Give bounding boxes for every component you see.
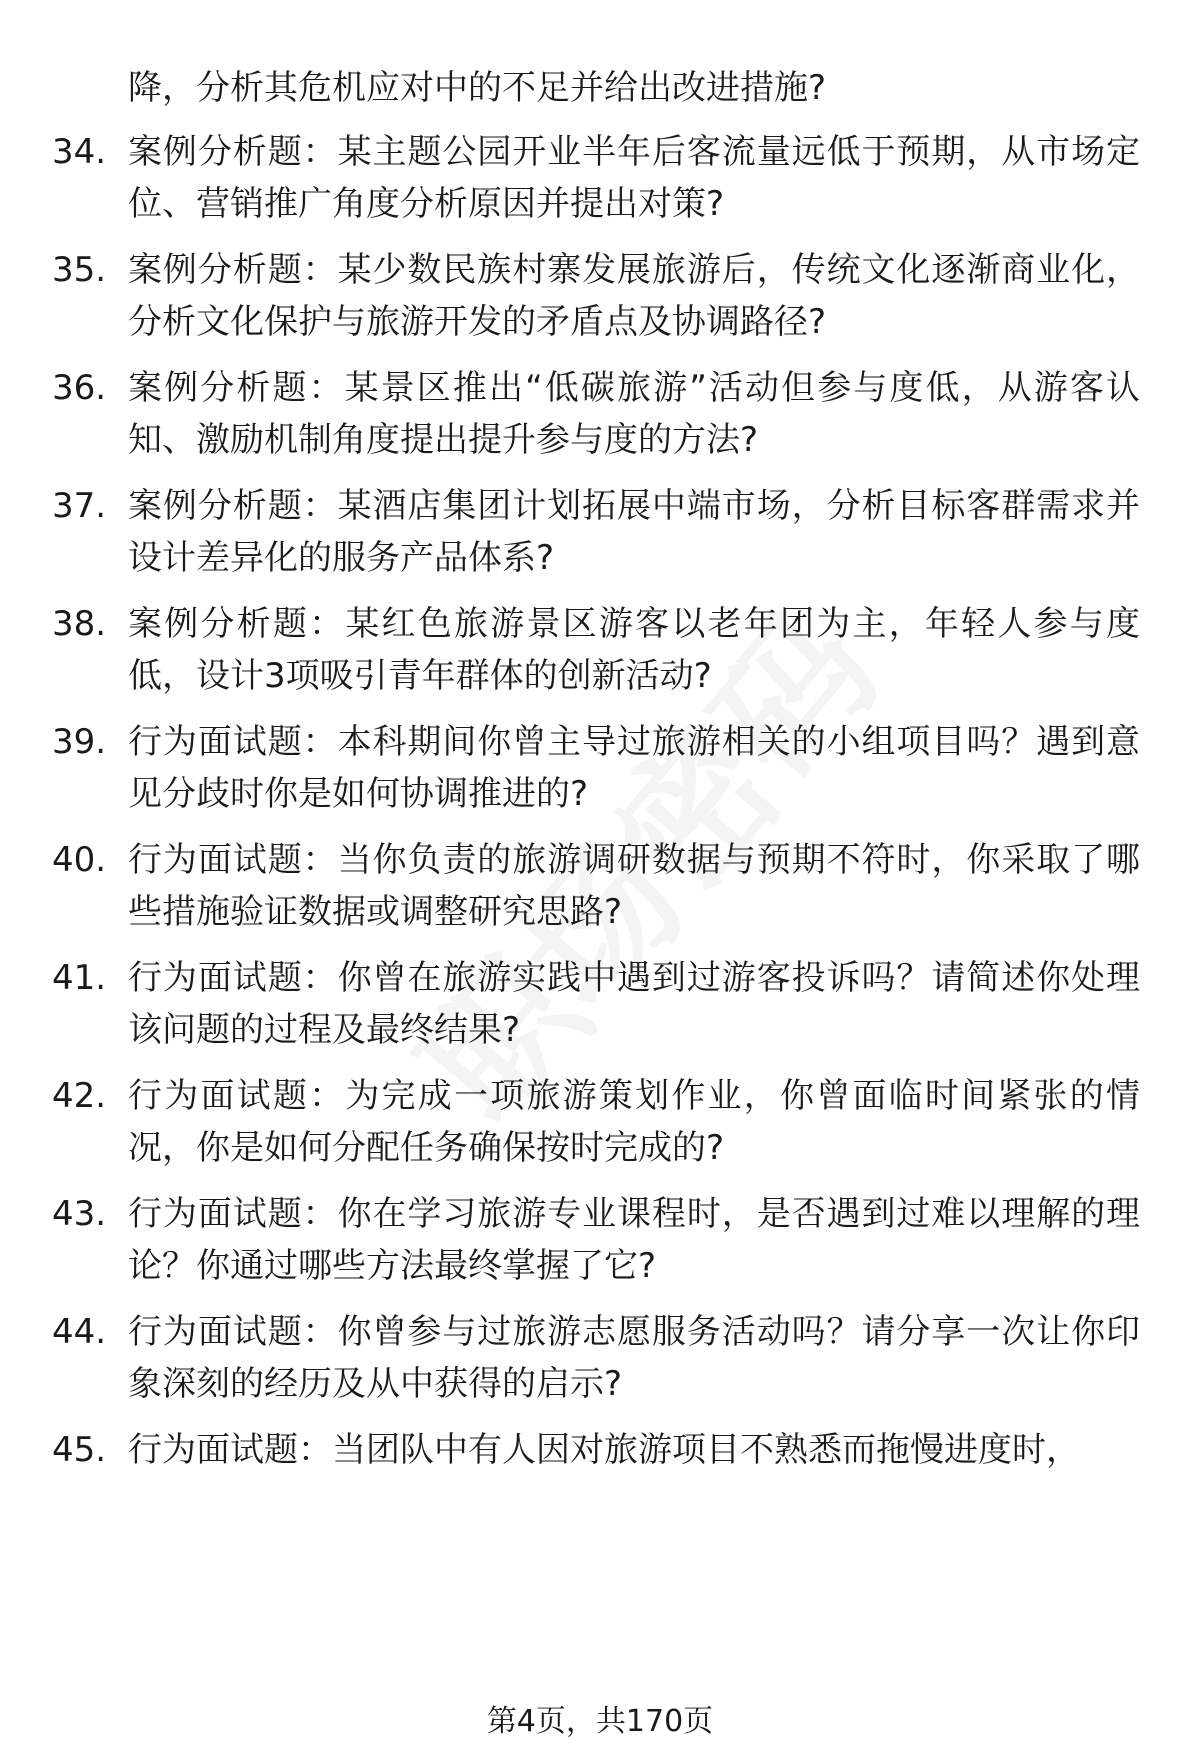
- question-text: 案例分析题：某主题公园开业半年后客流量远低于预期，从市场定位、营销推广角度分析原因并提出对策?: [128, 132, 1140, 224]
- question-number: 43.: [52, 1194, 107, 1234]
- question-number: 45.: [52, 1430, 107, 1470]
- question-text: 案例分析题：某酒店集团计划拓展中端市场，分析目标客群需求并设计差异化的服务产品体系?: [128, 486, 1140, 578]
- question-text: 案例分析题：某景区推出“低碳旅游”活动但参与度低，从游客认知、激励机制角度提出提升参与度的方法?: [128, 368, 1140, 460]
- question-text: 行为面试题：你在学习旅游专业课程时，是否遇到过难以理解的理论？你通过哪些方法最终掌握了它?: [128, 1194, 1140, 1286]
- question-number: 40.: [52, 840, 107, 880]
- question-number: 37.: [52, 486, 107, 526]
- question-text: 行为面试题：当你负责的旅游调研数据与预期不符时，你采取了哪些措施验证数据或调整研究思路?: [128, 840, 1140, 932]
- question-text: 行为面试题：当团队中有人因对旅游项目不熟悉而拖慢进度时，: [128, 1430, 1080, 1470]
- question-number: 35.: [52, 250, 107, 290]
- question-number: 44.: [52, 1312, 107, 1352]
- question-number: 39.: [52, 722, 107, 762]
- question-number: 42.: [52, 1076, 107, 1116]
- page-number-footer: 第4页，共170页: [486, 1704, 714, 1739]
- question-text: 行为面试题：本科期间你曾主导过旅游相关的小组项目吗？遇到意见分歧时你是如何协调推进的?: [128, 722, 1140, 814]
- question-text: 案例分析题：某红色旅游景区游客以老年团为主，年轻人参与度低，设计3项吸引青年群体的创新活动?: [128, 604, 1140, 696]
- question-text: 行为面试题：你曾在旅游实践中遇到过游客投诉吗？请简述你处理该问题的过程及最终结果?: [128, 958, 1140, 1050]
- question-number: 41.: [52, 958, 107, 998]
- question-number: 36.: [52, 368, 107, 408]
- question-text: 行为面试题：你曾参与过旅游志愿服务活动吗？请分享一次让你印象深刻的经历及从中获得的启示?: [128, 1312, 1140, 1404]
- question-text: 行为面试题：为完成一项旅游策划作业，你曾面临时间紧张的情况，你是如何分配任务确保按时完成的?: [128, 1076, 1140, 1168]
- question-number: 38.: [52, 604, 107, 644]
- question-number: 34.: [52, 132, 107, 172]
- continuation-text: 降，分析其危机应对中的不足并给出改进措施?: [128, 68, 827, 108]
- question-text: 案例分析题：某少数民族村寨发展旅游后，传统文化逐渐商业化，分析文化保护与旅游开发的矛盾点及协调路径?: [128, 250, 1140, 342]
